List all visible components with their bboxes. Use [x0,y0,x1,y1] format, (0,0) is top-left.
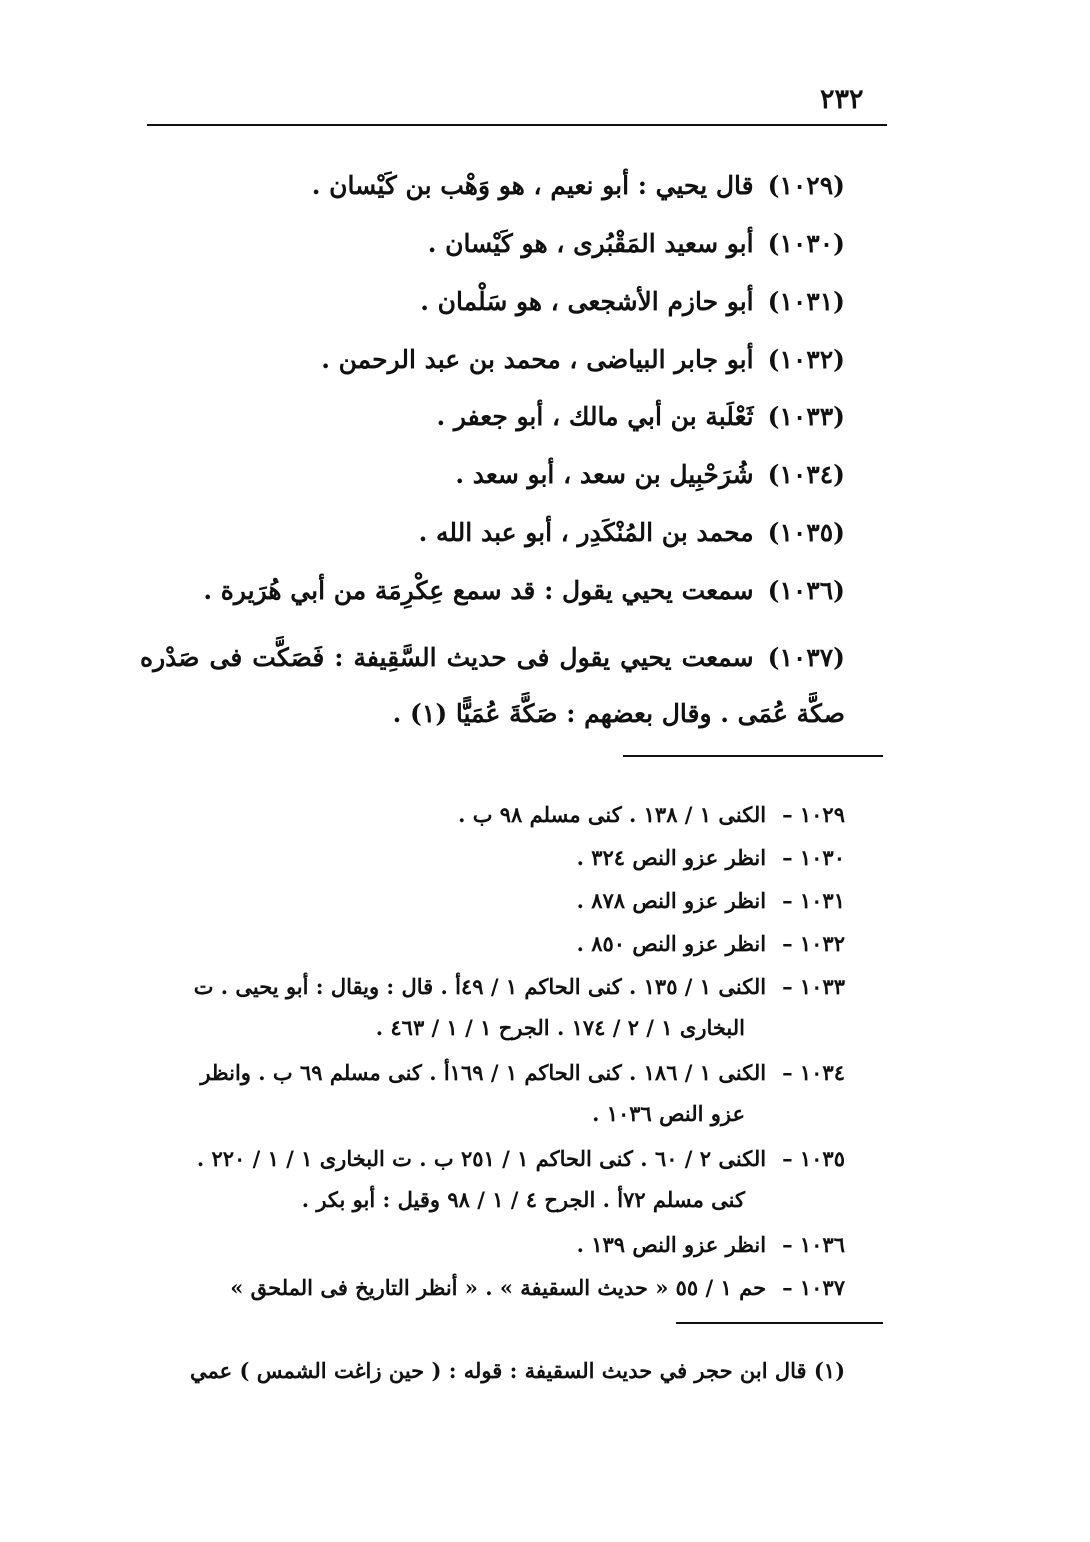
entry-1037 [140,630,845,742]
entry-text: شُرَحْبِيل بن سعد ، أبو سعد . [455,460,754,489]
note-1033-continuation: البخارى ١ / ٢ / ١٧٤ . الجرح ١ / ١ / ٤٦٣ . [375,1015,745,1040]
note-1036 [577,1230,845,1260]
entry-text: سمعت يحيي يقول : قد سمع عِكْرِمَة من أبي هُرَيرة . [203,576,754,605]
entry-1029 [312,167,845,205]
entry-1030 [428,225,845,263]
entry-number: (١٠٣٠) [767,229,845,258]
entry-number: (١٠٣٣) [767,402,845,431]
entry-text: محمد بن المُنْكَدِر ، أبو عبد الله . [418,518,754,547]
note-text: انظر عزو النص ٨٧٨ . [576,888,767,913]
note-number: ١٠٣٤ – [782,1060,845,1085]
note-number: ١٠٣٣ – [782,974,845,999]
note-number: ١٠٣٦ – [782,1232,845,1257]
note-number: ١٠٣١ – [782,888,845,913]
note-number: ١٠٣٥ – [782,1146,845,1171]
entry-number: (١٠٣٦) [767,576,845,605]
entry-1033 [436,398,845,436]
entry-1036 [203,572,845,610]
note-text: انظر عزو النص ٣٢٤ . [576,845,767,870]
entry-text: سمعت يحيي يقول فى حديث السَّقِيفة : فَصَكَّت فى صَدْره صكَّة عُمَى . وقال بعضهم : صَكَّةَ عُمَيًّا (١) . [140,643,845,728]
footnote-separator [676,1322,883,1324]
entry-1035 [419,514,845,552]
note-1034-continuation: عزو النص ١٠٣٦ . [592,1101,745,1126]
note-text: انظر عزو النص ١٣٩ . [576,1232,767,1257]
header-rule [147,124,887,126]
note-text: الكنى ٢ / ٦٠ . كنى الحاكم ١ / ٢٥١ ب . ت البخارى ١ / ١ / ٢٢٠ . [196,1146,767,1171]
note-text: حم ١ / ٥٥ « حديث السقيفة » . « أنظر التاريخ فى الملحق » [230,1275,767,1300]
note-1031 [577,886,845,916]
note-number: ١٠٢٩ – [782,802,845,827]
note-text: الكنى ١ / ١٣٥ . كنى الحاكم ١ / ٤٩أ . قال : ويقال : أبو يحيى . ت [193,974,767,999]
notes-separator [623,755,883,757]
entry-1031 [420,283,845,321]
note-1037 [230,1273,845,1303]
note-1033 [194,972,845,1002]
note-1035 [197,1144,845,1174]
page-number: ٢٣٢ [820,84,864,115]
entry-number: (١٠٢٩) [767,171,845,200]
note-1035-continuation: كنى مسلم ٧٢أ . الجرح ٤ / ١ / ٩٨ وقيل : أبو بكر . [301,1187,745,1212]
entry-number: (١٠٣٢) [767,345,845,374]
note-number: ١٠٣٧ – [782,1275,845,1300]
footnote: (١) قال ابن حجر في حديث السقيفة : قوله : ( حين زاغت الشمس ) عمي [190,1358,845,1383]
entry-text: أبو جابر البياضى ، محمد بن عبد الرحمن . [321,345,754,374]
note-1029 [458,800,845,830]
entry-number: (١٠٣٤) [767,460,845,489]
entry-text: أبو حازم الأشجعى ، هو سَلْمان . [420,287,754,316]
note-text: انظر عزو النص ٨٥٠ . [576,931,767,956]
entry-text: قال يحيي : أبو نعيم ، هو وَهْب بن كَيْسان . [311,171,754,200]
entry-number: (١٠٣٥) [767,518,845,547]
note-number: ١٠٣٠ – [782,845,845,870]
entry-number: (١٠٣١) [767,287,845,316]
entry-text: أبو سعيد المَقْبُرى ، هو كَيْسان . [427,229,754,258]
note-text: الكنى ١ / ١٣٨ . كنى مسلم ٩٨ ب . [458,802,767,827]
note-1034 [200,1058,845,1088]
note-1032 [577,929,845,959]
entry-1032 [321,341,845,379]
note-text: الكنى ١ / ١٨٦ . كنى الحاكم ١ / ١٦٩أ . كنى مسلم ٦٩ ب . وانظر [200,1060,767,1085]
entry-text: ثَعْلَبة بن أبي مالك ، أبو جعفر . [436,402,754,431]
entry-1034 [455,456,845,494]
entry-number: (١٠٣٧) [767,643,845,672]
note-1030 [577,843,845,873]
note-number: ١٠٣٢ – [782,931,845,956]
